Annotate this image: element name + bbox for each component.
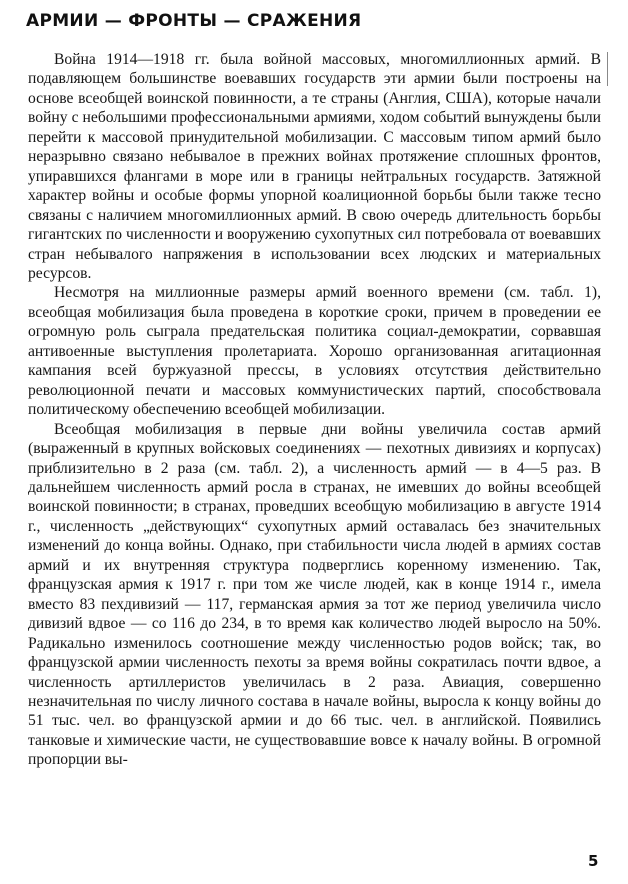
paragraph-1: Война 1914—1918 гг. была войной массовых, многомиллионных армий. В подавляющем большинстве воевавших государств эти армии были построены на основе всеобщей воинской повинности, а те страны (Англия, США), которые начали войну с небольшими профессиональными армиями, ходом событий вынуждены были перейти к массовой принудительной мобилизации. С массовым типом армий было неразрывно связано небывалое в прежних войнах протяжение сплошных фронтов, упиравшихся флангами в море или в границы нейтральных государств. Затяжной характер войны и особые формы упорной коалиционной борьбы были также тесно связаны с наличием многомиллионных армий. В свою очередь длительность борьбы гигантских по численности и вооружению сухопутных сил потребовала от воевавших стран небывалого напряжения в использовании всех людских и материальных ресурсов. <box>28 51 601 282</box>
paragraph-3: Всеобщая мобилизация в первые дни войны увеличила состав армий (выраженный в крупных войсковых соединениях — пехотных дивизиях и корпусах) приблизительно в 2 раза (см. табл. 2), а численность армий — в 4—5 раз. В дальнейшем численность армий росла в странах, не имевших до войны всеобщей воинской повинности; в странах, проведших всеобщую мобилизацию в августе 1914 г., численность „действующих“ сухопутных армий оставалась без значительных изменений до конца войны. Однако, при стабильности числа людей в армиях состав армий и их внутренняя структура подверглись коренному изменению. Так, французская армия к 1917 г. при том же числе людей, как в конце 1914 г., имела вместо 83 пехдивизий — 117, германская армия за тот же период увеличила число дивизий вдвое — со 116 до 234, в то время как количество людей выросло на 50%. Радикально изменилось соотношение между численностью родов войск; так, во французской армии численность пехоты за время войны сократилась почти вдвое, а численность артиллеристов увеличилась в 2 раза. Авиация, совершенно незначительная по числу личного состава в начале войны, выросла к концу войны до 51 тыс. чел. во французской армии и до 66 тыс. чел. в английской. Появились танковые и химические части, не существовавшие вовсе к началу войны. В огромной пропорции вы- <box>28 420 601 769</box>
paragraph-2: Несмотря на миллионные размеры армий военного времени (см. табл. 1), всеобщая мобилизация была проведена в короткие сроки, причем в проведении ее огромную роль сыграла предательская политика социал-демократии, сорвавшая антивоенные выступления пролетариата. Хорошо организованная агитационная кампания всей буржуазной прессы, в условиях отсутствия действительно революционной печати и массовых коммунистических партий, способствовала политическому обеспечению всеобщей мобилизации. <box>28 284 601 419</box>
body-text <box>28 50 601 770</box>
page-number: 5 <box>588 852 599 870</box>
margin-mark <box>607 52 608 86</box>
section-heading: АРМИИ — ФРОНТЫ — СРАЖЕНИЯ <box>26 11 362 31</box>
